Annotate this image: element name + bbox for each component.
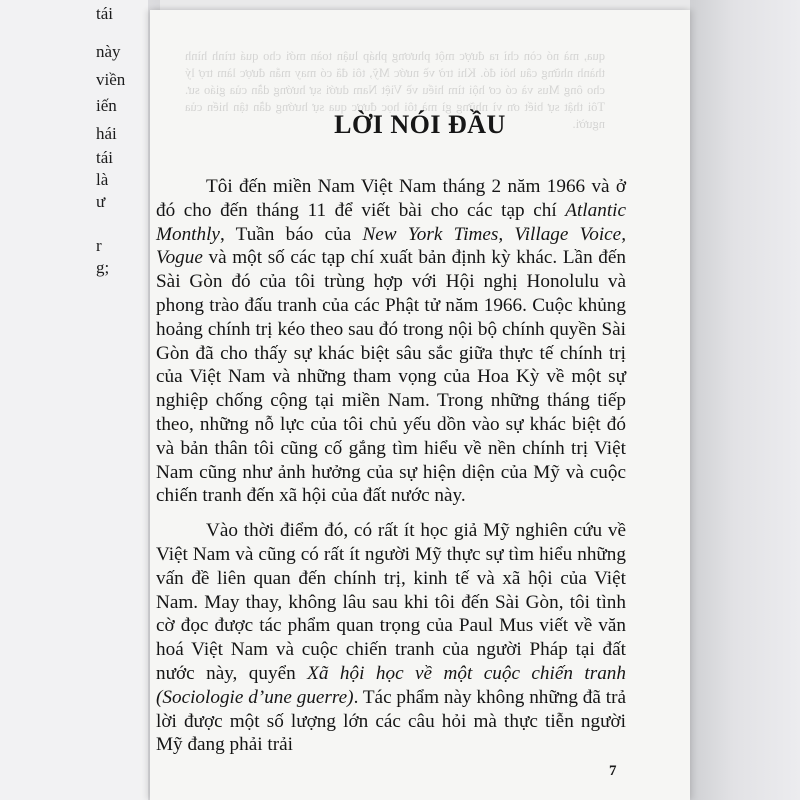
page-number: 7: [609, 763, 617, 779]
left-page-fragment: tái: [96, 4, 113, 23]
text-run: , Tuần báo của: [219, 223, 363, 245]
left-page-fragment: này: [96, 42, 121, 61]
left-page-fragment: r: [96, 236, 102, 255]
left-page-fragment: tái: [96, 148, 113, 167]
bleed-through-text: qua, mà nó còn chỉ ra được một phương pháp luận toàn mới cho quá trình hình thành những câu hỏi đó. Khi trở về nước Mỹ, tôi đã có may mắn được làm trợ lý cho ông Mus và có cơ hội tìm hiểu về Việt Nam dưới sự hướng dẫn của giáo sư. Tôi thật sự biết ơn vì những gì mà tôi học được qua sự hướng dẫn tận hiến của người.: [185, 49, 605, 131]
left-page-fragment: ư: [96, 192, 106, 211]
left-page-fragment: iến: [96, 96, 117, 115]
italic-text: Xã hội học về một cuộc chiến tranh (Sociologie d’une guerre): [156, 662, 626, 708]
text-run: Tôi đến miền Nam Việt Nam tháng 2 năm 1966 và ở đó cho đến tháng 11 để viết bài cho các tạp chí: [156, 176, 626, 221]
background-right: [690, 0, 800, 800]
previous-page-edge: [0, 0, 148, 800]
left-page-fragment: hái: [96, 124, 117, 143]
italic-text: Atlantic Monthly: [156, 199, 626, 245]
text-run: Vào thời điểm đó, có rất ít học giả Mỹ nghiên cứu về Việt Nam và cũng có rất ít người Mỹ thực sự tìm hiểu những vấn đề liên quan đến chính trị, kinh tế và xã hội của Việt Nam. May thay, không lâu sau khi tôi đến Sài Gòn, tôi tình cờ đọc được tác phẩm quan trọng của Paul Mus viết về văn hoá Việt Nam và cuộc chiến tranh của người Pháp tại đất nước này, quyển: [156, 520, 626, 684]
text-run: . Tác phẩm này không những đã trả lời được một số lượng lớn các câu hỏi mà thực tiễn người Mỹ đang phải trải: [156, 686, 626, 756]
italic-text: New York Times, Village Voice, Vogue: [156, 223, 626, 269]
left-page-fragment: g;: [96, 258, 110, 277]
paragraph: [156, 175, 626, 508]
body-text: [156, 175, 626, 768]
paragraph: [156, 519, 626, 757]
page-title: LỜI NÓI ĐẦU: [334, 110, 506, 139]
left-page-fragment: là: [96, 170, 109, 189]
text-run: và một số các tạp chí xuất bản định kỳ khác. Lần đến Sài Gòn đó của tôi trùng hợp với Hội nghị Honolulu và phong trào đấu tranh của các Phật tử năm 1966. Cuộc khủng hoảng chính trị kéo theo sau đó trong nội bộ chính quyền Sài Gòn đã cho thấy sự khác biệt sâu sắc giữa thực tế chính trị của Việt Nam và những tham vọng của Hoa Kỳ về một sự nghiệp chống cộng tại miền Nam. Trong những tháng tiếp theo, những nỗ lực của tôi chủ yếu dồn vào sự khác biệt đó và bản thân tôi cũng cố gắng tìm hiểu về nền chính trị Việt Nam cũng như ảnh hưởng của sự hiện diện của Mỹ và cuộc chiến tranh đến xã hội của đất nước này.: [156, 247, 626, 507]
left-page-fragment: viền: [96, 70, 126, 89]
